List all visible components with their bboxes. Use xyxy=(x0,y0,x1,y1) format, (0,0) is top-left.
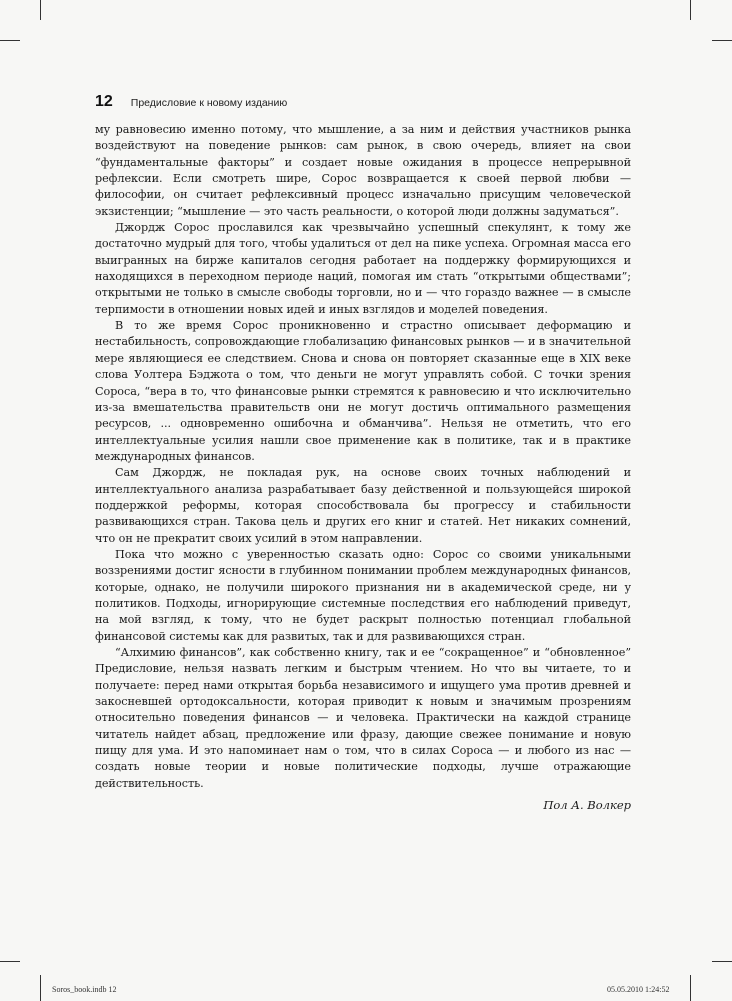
page-header xyxy=(95,93,287,111)
crop-mark xyxy=(40,975,41,1001)
crop-mark xyxy=(690,0,691,20)
paragraph: В то же время Сорос проникновенно и страстно описывает деформацию и нестабильность, сопровождающие глобализацию финансовых рынков — и в значительной мере являющиеся ее следствием. Снова и снова он повторяет сказанные еще в XIX веке слова Уолтера Бэджота о том, что деньги не могут управлять собой. С точки зрения Сороса, “вера в то, что финансовые рынки стремятся к равновесию и что исключительно из-за вмешательства правительств они не могут достичь оптимального размещения ресурсов, ... одновременно ошибочна и обманчива”. Нельзя не отметить, что его интеллектуальные усилия нашли свое применение как в политике, так и в практике международных финансов. xyxy=(95,319,631,463)
crop-mark xyxy=(0,40,20,41)
crop-mark xyxy=(712,961,732,962)
running-head: Предисловие к новому изданию xyxy=(130,97,288,109)
crop-mark xyxy=(40,0,41,20)
paragraph: му равновесию именно потому, что мышление, а за ним и действия участников рынка воздействуют на поведение рынков: сам рынок, в свою очередь, влияет на свои “фундаментальные факторы” и создает новые ожидания в процессе непрерывной рефлексии. Если смотреть шире, Сорос возвращается к своей первой любви — философии, он считает рефлексивный процесс изначально присущим человеческой экзистенции; “мышление — это часть реальности, о которой люди должны задуматься”. xyxy=(95,123,631,218)
crop-mark xyxy=(712,40,732,41)
footer-timestamp: 05.05.2010 1:24:52 xyxy=(607,985,670,994)
paragraph: “Алхимию финансов”, как собственно книгу, так и ее “сокращенное” и “обновленное” Предисловие, нельзя назвать легким и быстрым чтением. Но что вы читаете, то и получаете: перед нами открытая борьба независимого и ищущего ума против древней и закосневшей ортодоксальности, которая приводит к новым и значимым прозрениям относительно поведения финансов — и человека. Практически на каждой странице читатель найдет абзац, предложение или фразу, дающие свежее понимание и новую пищу для ума. И это напоминает нам о том, что в силах Сороса — и любого из нас — создать новые теории и новые политические подходы, лучше отражающие действительность. xyxy=(95,646,631,790)
paragraph: Пока что можно с уверенностью сказать одно: Сорос со своими уникальными воззрениями достиг ясности в глубинном понимании проблем международных финансов, которые, однако, не получили широкого признания ни в академической среде, ни у политиков. Подходы, игнорирующие системные последствия его наблюдений приведут, на мой взгляд, к тому, что не будет раскрыт полностью потенциал глобальной финансовой системы как для развитых, так и для развивающихся стран. xyxy=(95,547,631,643)
paragraph: Джордж Сорос прославился как чрезвычайно успешный спекулянт, к тому же достаточно мудрый для того, чтобы удалиться от дел на пике успеха. Огромная масса его выигранных на бирже капиталов сегодня работает на поддержку формирующихся и находящихся в переходном периоде наций, помогая им стать “открытыми обществами”; открытыми не только в смысле свободы торговли, но и — что гораздо важнее — в смысле терпимости в отношении новых идей и иных взглядов и моделей поведения. xyxy=(95,221,631,316)
author-signature: Пол А. Волкер xyxy=(543,798,631,812)
crop-mark xyxy=(0,961,20,962)
page-number: 12 xyxy=(95,93,113,110)
paragraph: Сам Джордж, не покладая рук, на основе своих точных наблюдений и интеллектуального анализа разрабатывает базу действенной и пользующейся широкой поддержкой реформы, которая способствовала бы прогрессу и стабильности развивающихся стран. Такова цель и других его книг и статей. Нет никаких сомнений, что он не прекратит своих усилий в этом направлении. xyxy=(95,466,631,545)
crop-mark xyxy=(690,975,691,1001)
footer-file: Soros_book.indb 12 xyxy=(52,985,117,994)
body-text xyxy=(95,122,631,792)
